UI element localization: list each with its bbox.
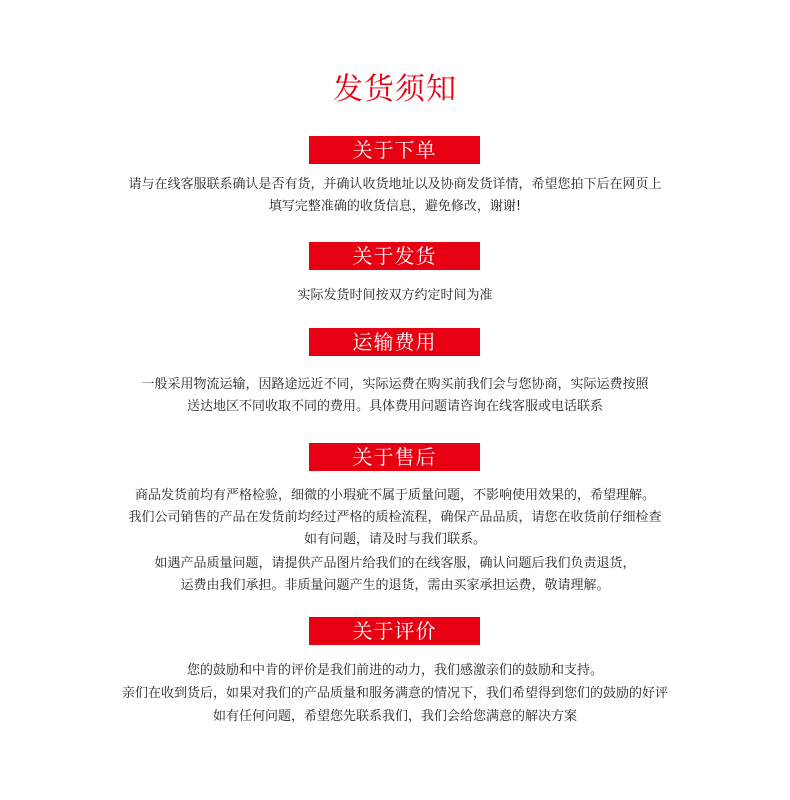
section-text-line: 实际发货时间按双方约定时间为准: [297, 288, 493, 303]
section-text-line: 商品发货前均有严格检验，细微的小瑕疵不属于质量问题，不影响使用效果的，希望理解。: [134, 488, 655, 503]
section-text-line: 填写完整准确的收货信息，避免修改，谢谢!: [268, 199, 522, 214]
section-text-line: 如有任何问题，希望您先联系我们，我们会给您满意的解决方案: [212, 709, 577, 724]
section-text-line: 我们公司销售的产品在发货前均经过严格的质检流程，确保产品品质，请您在收货前仔细检查: [128, 510, 662, 525]
section-text-line: 请与在线客服联系确认是否有货，并确认收货地址以及协商发货详情，希望您拍下后在网页上: [128, 177, 662, 192]
page-title: 发货须知: [333, 72, 457, 107]
section-header-shipping: 关于发货: [309, 242, 480, 270]
section-text-line: 如有问题，请及时与我们联系。: [303, 532, 486, 547]
section-text-line: 送达地区不同收取不同的费用。具体费用问题请咨询在线客服或电话联系: [186, 399, 603, 414]
section-text-line: 如遇产品质量问题，请提供产品图片给我们的在线客服，确认问题后我们负责退货，: [154, 556, 636, 571]
section-text-line: 运费由我们承担。非质量问题产生的退货，需由买家承担运费，敬请理解。: [180, 578, 610, 593]
section-text-line: 一般采用物流运输，因路途远近不同，实际运费在购买前我们会与您协商，实际运费按照: [141, 377, 649, 392]
section-text-line: 您的鼓励和中肯的评价是我们前进的动力，我们感激亲们的鼓励和支持。: [186, 663, 603, 678]
section-header-freight: 运输费用: [309, 328, 480, 356]
section-header-reviews: 关于评价: [309, 617, 480, 645]
section-header-after-sales: 关于售后: [309, 443, 480, 471]
section-header-order: 关于下单: [309, 136, 480, 164]
section-text-line: 亲们在收到货后，如果对我们的产品质量和服务满意的情况下，我们希望得到您们的鼓励的好评: [121, 686, 668, 701]
